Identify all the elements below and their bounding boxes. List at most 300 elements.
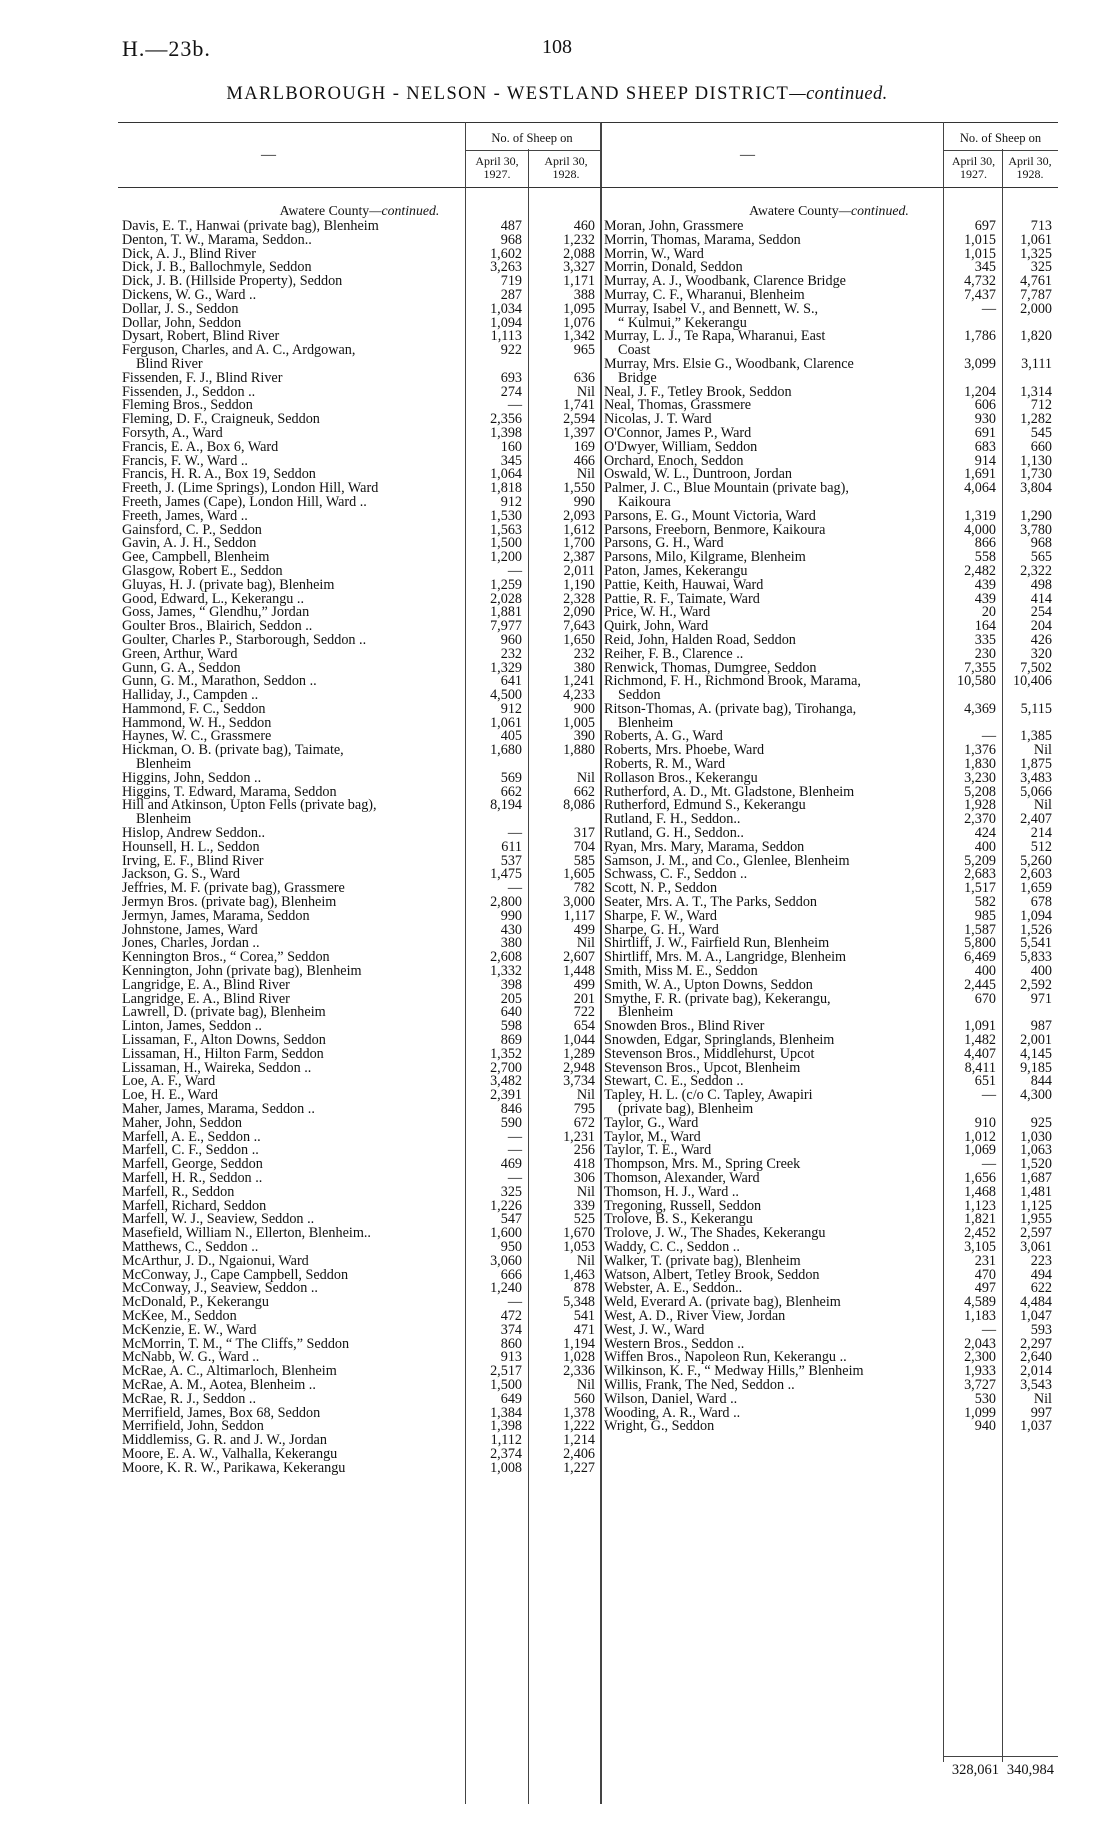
entry-name — [600, 700, 943, 731]
sheep-1928: 1,037 — [1020, 1418, 1052, 1435]
sheep-1927: 1,091 — [964, 1018, 996, 1035]
sheep-1928: 5,115 — [1020, 700, 1052, 717]
sheep-1927: 913 — [500, 1349, 522, 1366]
sheep-1927: 985 — [974, 907, 996, 924]
sheep-1927: 590 — [500, 1114, 522, 1131]
owner-name: Jermyn Bros. (private bag), Blenheim — [122, 894, 337, 911]
sheep-1928: 232 — [573, 645, 595, 662]
owner-name: Lissaman, F., Alton Downs, Seddon — [122, 1032, 326, 1049]
sheep-1928: 636 — [573, 369, 595, 386]
sheep-1928: 380 — [573, 659, 595, 676]
owner-address-continued: Blind River — [136, 355, 203, 372]
sheep-1927: 1,482 — [964, 1032, 996, 1049]
sheep-1927: 400 — [974, 838, 996, 855]
sheep-1928: 256 — [573, 1142, 595, 1159]
owner-address-continued: Bridge — [618, 369, 657, 386]
owner-name: Snowden, Edgar, Springlands, Blenheim — [604, 1032, 835, 1049]
owner-name: Rollason Bros., Kekerangu — [604, 769, 758, 786]
sheep-1927: 1,786 — [964, 328, 996, 345]
total-1927: 328,061 — [951, 1762, 999, 1778]
owner-name: Morrin, W., Ward — [604, 245, 704, 262]
owner-name: Tregoning, Russell, Seddon — [604, 1197, 762, 1214]
owner-name: Jones, Charles, Jordan .. — [122, 935, 260, 952]
sheep-1927: 1,034 — [490, 300, 522, 317]
owner-name: West, A. D., River View, Jordan — [604, 1307, 786, 1324]
sheep-1927: 1,398 — [490, 1418, 522, 1435]
owner-name: Moran, John, Grassmere — [604, 218, 744, 234]
sheep-1928: 8,086 — [563, 797, 595, 814]
col-1928-header: April 30, 1928. — [544, 154, 588, 181]
owner-name: Shirtliff, Mrs. M. A., Langridge, Blenheim — [604, 949, 847, 966]
sheep-1928: 997 — [1030, 1404, 1052, 1421]
sheep-1928: 2,093 — [563, 507, 595, 524]
sheep-1928: 782 — [573, 880, 595, 897]
sheep-1928: 1,605 — [563, 866, 595, 883]
owner-name: Dick, A. J., Blind River — [122, 245, 256, 262]
owner-name: Neal, J. F., Tetley Brook, Seddon — [604, 383, 792, 400]
sheep-1927: 232 — [500, 645, 522, 662]
sheep-1927: 640 — [500, 1004, 522, 1021]
sheep-1927: 430 — [500, 921, 522, 938]
sheep-1927: 3,727 — [964, 1376, 996, 1393]
sheep-1927: 10,580 — [956, 673, 996, 690]
col-1927-header: April 30, 1927. — [951, 154, 996, 181]
sheep-count-group-header: No. of Sheep on — [959, 131, 1042, 145]
sheep-1928: 512 — [1030, 838, 1052, 855]
owner-name: McRae, A. M., Aotea, Blenheim .. — [122, 1376, 316, 1393]
owner-name: Morrin, Donald, Seddon — [604, 259, 743, 276]
owner-name: Stewart, C. E., Seddon .. — [604, 1073, 744, 1090]
sheep-1928: 925 — [1030, 1114, 1052, 1131]
sheep-1928: 712 — [1030, 397, 1052, 414]
owner-name: Marfell, George, Seddon — [122, 1156, 263, 1173]
sheep-1927: 345 — [500, 452, 522, 469]
sheep-1927: 960 — [500, 631, 522, 648]
sheep-1928: 317 — [573, 825, 595, 842]
sheep-1927: 7,437 — [964, 286, 996, 303]
sheep-1927: 274 — [500, 383, 522, 400]
owner-name: Goulter, Charles P., Starborough, Seddon .. — [122, 631, 367, 648]
owner-name: Haynes, W. C., Grassmere — [122, 728, 272, 745]
sheep-1928: Nil — [1033, 797, 1052, 814]
sheep-1927: 1,113 — [490, 328, 522, 345]
sheep-1928: 494 — [1030, 1266, 1052, 1283]
sheep-1927: 4,732 — [964, 273, 996, 290]
owner-name: Roberts, Mrs. Phoebe, Ward — [604, 742, 765, 759]
sheep-1927: — — [507, 1169, 522, 1186]
sheep-1927: 1,475 — [490, 866, 522, 883]
owner-name: Walker, T. (private bag), Blenheim — [604, 1252, 801, 1269]
owner-name: Neal, Thomas, Grassmere — [604, 397, 752, 414]
owner-name: Moore, E. A. W., Valhalla, Kekerangu — [122, 1445, 338, 1462]
sheep-1928: 1,117 — [563, 907, 595, 924]
owner-name: O'Connor, James P., Ward — [604, 424, 752, 441]
owner-address-continued: Kaikoura — [618, 493, 671, 510]
sheep-1927: 2,482 — [964, 562, 996, 579]
sheep-1928: 2,640 — [1020, 1349, 1052, 1366]
owner-name: Hill and Atkinson, Upton Fells (private bag), — [122, 797, 377, 814]
entry-name — [118, 344, 465, 372]
owner-name: Wooding, A. R., Ward .. — [604, 1404, 741, 1421]
county-continued: —continued. — [838, 203, 909, 218]
owner-address-continued: “ Kulmui,” Kekerangu — [618, 314, 747, 331]
sheep-1928: 1,378 — [563, 1404, 595, 1421]
sheep-1927: 1,061 — [490, 714, 522, 731]
sheep-1928: 987 — [1030, 1018, 1052, 1035]
sheep-1927: 1,112 — [490, 1432, 522, 1449]
sheep-1928: 2,322 — [1020, 562, 1052, 579]
owner-name: Lissaman, H., Hilton Farm, Seddon — [122, 1045, 324, 1062]
owner-name: Ryan, Mrs. Mary, Marama, Seddon — [604, 838, 805, 855]
owner-name: Paton, James, Kekerangu — [604, 562, 748, 579]
sheep-1927: — — [981, 300, 996, 317]
owner-name: Hounsell, H. L., Seddon — [122, 838, 260, 855]
sheep-1928: 1,044 — [563, 1032, 595, 1049]
owner-name: Fissenden, J., Seddon .. — [122, 383, 256, 400]
owner-name: Nicolas, J. T. Ward — [604, 411, 712, 428]
owner-name: McConway, J., Seaview, Seddon .. — [122, 1280, 318, 1297]
sheep-1927: 205 — [500, 990, 522, 1007]
owner-name: Wilkinson, K. F., “ Medway Hills,” Blenheim — [604, 1363, 864, 1380]
sheep-1927: 530 — [974, 1390, 996, 1407]
sheep-1928: 339 — [573, 1197, 595, 1214]
sheep-1927: 20 — [981, 604, 996, 621]
sheep-1928: 1,314 — [1020, 383, 1052, 400]
owner-name: McDonald, P., Kekerangu — [122, 1294, 269, 1311]
table-row — [600, 700, 1058, 731]
sheep-1928: Nil — [576, 935, 595, 952]
owner-name: Matthews, C., Seddon .. — [122, 1238, 259, 1255]
sheep-1927: 1,376 — [964, 742, 996, 759]
sheep-1928: 971 — [1030, 990, 1052, 1007]
sheep-1928: 214 — [1030, 825, 1052, 842]
title-continued: —continued. — [789, 84, 888, 104]
sheep-1927: 651 — [974, 1073, 996, 1090]
owner-name: Price, W. H., Ward — [604, 604, 711, 621]
owner-name: Rutherford, Edmund S., Kekerangu — [604, 797, 806, 814]
owner-name: Freeth, James, Ward .. — [122, 507, 248, 524]
sheep-1928: 1,290 — [1020, 507, 1052, 524]
sheep-1927: 1,517 — [964, 880, 996, 897]
owner-name: Fleming, D. F., Craigneuk, Seddon — [122, 411, 320, 428]
owner-name: Halliday, J., Campden .. — [122, 687, 259, 704]
owner-name: Langridge, E. A., Blind River — [122, 990, 290, 1007]
owner-name: Watson, Albert, Tetley Brook, Seddon — [604, 1266, 820, 1283]
sheep-1927: 1,881 — [490, 604, 522, 621]
owner-name: Francis, H. R. A., Box 19, Seddon — [122, 466, 316, 483]
sheep-1928: 1,550 — [563, 480, 595, 497]
sheep-1928: 990 — [573, 493, 595, 510]
sheep-1928: 201 — [573, 990, 595, 1007]
table-row — [600, 1089, 1058, 1117]
sheep-1927: 912 — [500, 700, 522, 717]
sheep-1927: 3,482 — [490, 1073, 522, 1090]
sheep-1927: 6,469 — [964, 949, 996, 966]
sheep-1927: 846 — [500, 1101, 522, 1117]
name-column-header: — — [261, 147, 276, 163]
sheep-1927: 1,384 — [490, 1404, 522, 1421]
sheep-1927: 537 — [500, 852, 522, 869]
sheep-1927: 558 — [974, 549, 996, 566]
header-rule — [943, 150, 1058, 151]
entry-name — [600, 990, 943, 1021]
sheep-1928: 400 — [1030, 963, 1052, 980]
owner-name: Murray, Mrs. Elsie G., Woodbank, Clarence — [604, 355, 854, 372]
owner-name: Maher, James, Marama, Seddon .. — [122, 1101, 315, 1117]
sheep-1927: 497 — [974, 1280, 996, 1297]
sheep-1928: 3,327 — [563, 259, 595, 276]
owner-name: Thompson, Mrs. M., Spring Creek — [604, 1156, 801, 1173]
name-column-header: — — [740, 147, 755, 163]
sheep-1927: 2,700 — [490, 1059, 522, 1076]
sheep-1928: Nil — [576, 769, 595, 786]
owner-name: Thomson, Alexander, Ward — [604, 1169, 760, 1186]
sheep-1928: 1,880 — [563, 742, 595, 759]
sheep-1928: 1,076 — [563, 314, 595, 331]
owner-name: Loe, H. E., Ward — [122, 1087, 218, 1104]
sheep-1927: 5,208 — [964, 783, 996, 800]
sheep-1927: 1,398 — [490, 424, 522, 441]
owner-name: Taylor, M., Ward — [604, 1128, 701, 1145]
sheep-1927: 869 — [500, 1032, 522, 1049]
sheep-1928: 1,030 — [1020, 1128, 1052, 1145]
owner-name: McKenzie, E. W., Ward — [122, 1321, 257, 1338]
owner-name: Wilson, Daniel, Ward .. — [604, 1390, 738, 1407]
sheep-1927: 1,352 — [490, 1045, 522, 1062]
sheep-1927: — — [507, 825, 522, 842]
sheep-1928: 1,700 — [563, 535, 595, 552]
owner-name: Fleming Bros., Seddon — [122, 397, 253, 414]
sheep-1928: 585 — [573, 852, 595, 869]
sheep-1928: 7,787 — [1020, 286, 1052, 303]
title-main: MARLBOROUGH - NELSON - WESTLAND SHEEP DISTRICT — [226, 84, 790, 104]
sheep-1928: 2,592 — [1020, 976, 1052, 993]
owner-name: Higgins, T. Edward, Marama, Seddon — [122, 783, 337, 800]
sheep-1927: 866 — [974, 535, 996, 552]
sheep-1927: 231 — [974, 1252, 996, 1269]
owner-name: Marfell, R., Seddon — [122, 1183, 235, 1200]
owner-name: Willis, Frank, The Ned, Seddon .. — [604, 1376, 795, 1393]
sheep-1928: 5,348 — [563, 1294, 595, 1311]
sheep-1927: 1,008 — [490, 1459, 522, 1476]
table-row — [118, 799, 601, 827]
owner-name: Smythe, F. R. (private bag), Kekerangu, — [604, 990, 831, 1007]
sheep-1927: — — [507, 397, 522, 414]
sheep-1927: 641 — [500, 673, 522, 690]
owner-name: Goulter Bros., Blairich, Seddon .. — [122, 618, 313, 635]
owner-name: Orchard, Enoch, Seddon — [604, 452, 744, 469]
owner-name: Murray, A. J., Woodbank, Clarence Bridge — [604, 273, 846, 290]
entry-name — [600, 300, 943, 331]
owner-name: Hammond, W. H., Seddon — [122, 714, 272, 731]
sheep-1927: 3,099 — [964, 355, 996, 372]
table-row — [118, 744, 601, 772]
sheep-1927: 922 — [500, 342, 522, 359]
owner-name: Gluyas, H. J. (private bag), Blenheim — [122, 576, 335, 593]
sheep-1928: 1,282 — [1020, 411, 1052, 428]
owner-name: Lawrell, D. (private bag), Blenheim — [122, 1004, 326, 1021]
sheep-1927: 230 — [974, 645, 996, 662]
sheep-1927: 1,069 — [964, 1142, 996, 1159]
sheep-1928: 2,014 — [1020, 1363, 1052, 1380]
owner-name: Langridge, E. A., Blind River — [122, 976, 290, 993]
owner-address-continued: (private bag), Blenheim — [618, 1101, 754, 1117]
sheep-1928: Nil — [576, 1252, 595, 1269]
owner-name: Jackson, G. S., Ward — [122, 866, 240, 883]
sheep-1927: 930 — [974, 411, 996, 428]
sheep-1928: 1,241 — [563, 673, 595, 690]
sheep-1927: 1,680 — [490, 742, 522, 759]
sheep-1927: 5,209 — [964, 852, 996, 869]
owner-name: Dysart, Robert, Blind River — [122, 328, 280, 345]
sheep-1927: 1,012 — [964, 1128, 996, 1145]
owner-name: Rutherford, A. D., Mt. Gladstone, Blenheim — [604, 783, 855, 800]
sheep-1927: 2,300 — [964, 1349, 996, 1366]
sheep-1928: 525 — [573, 1211, 595, 1228]
owner-name: Schwass, C. F., Seddon .. — [604, 866, 748, 883]
sheep-1928: 7,502 — [1020, 659, 1052, 676]
sheep-1927: 1,500 — [490, 1376, 522, 1393]
sheep-1928: 2,407 — [1020, 811, 1052, 828]
sheep-1928: 1,289 — [563, 1045, 595, 1062]
owner-name: Freeth, J. (Lime Springs), London Hill, Ward — [122, 480, 379, 497]
sheep-1928: 2,406 — [563, 1445, 595, 1462]
sheep-1928: 1,659 — [1020, 880, 1052, 897]
owner-name: Samson, J. M., and Co., Glenlee, Blenheim — [604, 852, 850, 869]
owner-name: Taylor, G., Ward — [604, 1114, 699, 1131]
sheep-1928: 1,125 — [1020, 1197, 1052, 1214]
sheep-1928: 426 — [1030, 631, 1052, 648]
sheep-1928: 2,011 — [563, 562, 595, 579]
left-table — [118, 122, 601, 1476]
sheep-1928: 4,300 — [1020, 1087, 1052, 1104]
owner-name: Gunn, G. M., Marathon, Seddon .. — [122, 673, 317, 690]
sheep-1928: 1,325 — [1020, 245, 1052, 262]
sheep-1927: 1,200 — [490, 549, 522, 566]
owner-name: Rutland, G. H., Seddon.. — [604, 825, 744, 842]
owner-name: Richmond, F. H., Richmond Brook, Marama, — [604, 673, 861, 690]
sheep-1928: 414 — [1030, 590, 1052, 607]
owner-name: Seater, Mrs. A. T., The Parks, Seddon — [604, 894, 818, 911]
owner-name: Lissaman, H., Waireka, Seddon .. — [122, 1059, 312, 1076]
sheep-1928: 4,484 — [1020, 1294, 1052, 1311]
sheep-1928: 1,526 — [1020, 921, 1052, 938]
sheep-1927: 649 — [500, 1390, 522, 1407]
owner-name: Maher, John, Seddon — [122, 1114, 243, 1131]
sheep-1927: 1,830 — [964, 756, 996, 773]
document-reference: H.—23b. — [122, 36, 211, 61]
sheep-1928: 678 — [1030, 894, 1052, 911]
sheep-1928: 498 — [1030, 576, 1052, 593]
table-row — [600, 355, 1058, 386]
owner-name: Sharpe, G. H., Ward — [604, 921, 719, 938]
owner-name: Reid, John, Halden Road, Seddon — [604, 631, 796, 648]
sheep-1927: 719 — [500, 273, 522, 290]
sheep-1928: 1,955 — [1020, 1211, 1052, 1228]
sheep-1928: 1,687 — [1020, 1169, 1052, 1186]
entry-name — [600, 330, 943, 358]
owner-name: Reiher, F. B., Clarence .. — [604, 645, 744, 662]
sheep-1927: 1,821 — [964, 1211, 996, 1228]
owner-name: Morrin, Thomas, Marama, Seddon — [604, 231, 801, 248]
sheep-1927: 683 — [974, 438, 996, 455]
sheep-1927: — — [507, 562, 522, 579]
sheep-1927: 1,329 — [490, 659, 522, 676]
owner-name: Gainsford, C. P., Seddon — [122, 521, 262, 538]
sheep-1928: 2,594 — [563, 411, 595, 428]
sheep-1927: 439 — [974, 590, 996, 607]
owner-name: Wiffen Bros., Napoleon Run, Kekerangu .. — [604, 1349, 847, 1366]
owner-name: Dick, J. B. (Hillside Property), Seddon — [122, 273, 343, 290]
owner-name: Hickman, O. B. (private bag), Taimate, — [122, 742, 344, 759]
sheep-1928: 1,385 — [1020, 728, 1052, 745]
county-name: Awatere County — [749, 203, 839, 218]
owner-name: McArthur, J. D., Ngaionui, Ward — [122, 1252, 309, 1269]
sheep-1927: 1,563 — [490, 521, 522, 538]
owner-name: Dollar, John, Seddon — [122, 314, 242, 331]
owner-name: Loe, A. F., Ward — [122, 1073, 216, 1090]
sheep-1927: 910 — [974, 1114, 996, 1131]
sheep-1927: 3,060 — [490, 1252, 522, 1269]
sheep-1928: 169 — [573, 438, 595, 455]
col-1928-header: April 30, 1928. — [1008, 154, 1052, 181]
table-row — [600, 990, 1058, 1021]
sheep-1927: 606 — [974, 397, 996, 414]
owner-name: Thomson, H. J., Ward .. — [604, 1183, 739, 1200]
owner-name: Roberts, A. G., Ward — [604, 728, 723, 745]
sheep-1928: 1,397 — [563, 424, 595, 441]
sheep-1927: 4,589 — [964, 1294, 996, 1311]
owner-name: Smith, W. A., Upton Downs, Seddon — [604, 976, 813, 993]
owner-name: Dollar, J. S., Seddon — [122, 300, 239, 317]
owner-name: Hislop, Andrew Seddon.. — [122, 825, 266, 842]
sheep-1927: 1,259 — [490, 576, 522, 593]
owner-address-continued: Seddon — [618, 687, 661, 704]
owner-name: Shirtliff, J. W., Fairfield Run, Blenheim — [604, 935, 830, 952]
entry-name — [600, 482, 943, 510]
owner-name: McRae, A. C., Altimarloch, Blenheim — [122, 1363, 337, 1380]
table-row — [600, 1420, 1058, 1434]
sheep-1927: — — [981, 728, 996, 745]
sheep-1927: 405 — [500, 728, 522, 745]
sheep-1928: 1,047 — [1020, 1307, 1052, 1324]
sheep-1927: 287 — [500, 286, 522, 303]
sheep-1927: 1,319 — [964, 507, 996, 524]
owner-name: Jeffries, M. F. (private bag), Grassmere — [122, 880, 345, 897]
owner-name: Waddy, C. C., Seddon .. — [604, 1238, 740, 1255]
sheep-1927: 1,530 — [490, 507, 522, 524]
entry-name — [600, 1089, 943, 1117]
owner-name: Quirk, John, Ward — [604, 618, 709, 635]
sheep-1927: 1,468 — [964, 1183, 996, 1200]
sheep-1928: 4,233 — [563, 687, 595, 704]
table-row — [600, 330, 1058, 358]
sheep-1928: 5,833 — [1020, 949, 1052, 966]
entry-name — [600, 675, 943, 703]
sheep-1928: 3,804 — [1020, 480, 1052, 497]
sheep-1928: 499 — [573, 921, 595, 938]
page-title — [0, 84, 1114, 105]
owner-name: Irving, E. F., Blind River — [122, 852, 264, 869]
sheep-1927: 670 — [974, 990, 996, 1007]
owner-name: Kennington Bros., “ Corea,” Seddon — [122, 949, 330, 966]
owner-name: Green, Arthur, Ward — [122, 645, 238, 662]
owner-address-continued: Blenheim — [136, 811, 192, 828]
sheep-1928: 1,448 — [563, 963, 595, 980]
owner-name: Sharpe, F. W., Ward — [604, 907, 717, 924]
sheep-1927: 2,608 — [490, 949, 522, 966]
sheep-1928: 1,730 — [1020, 466, 1052, 483]
